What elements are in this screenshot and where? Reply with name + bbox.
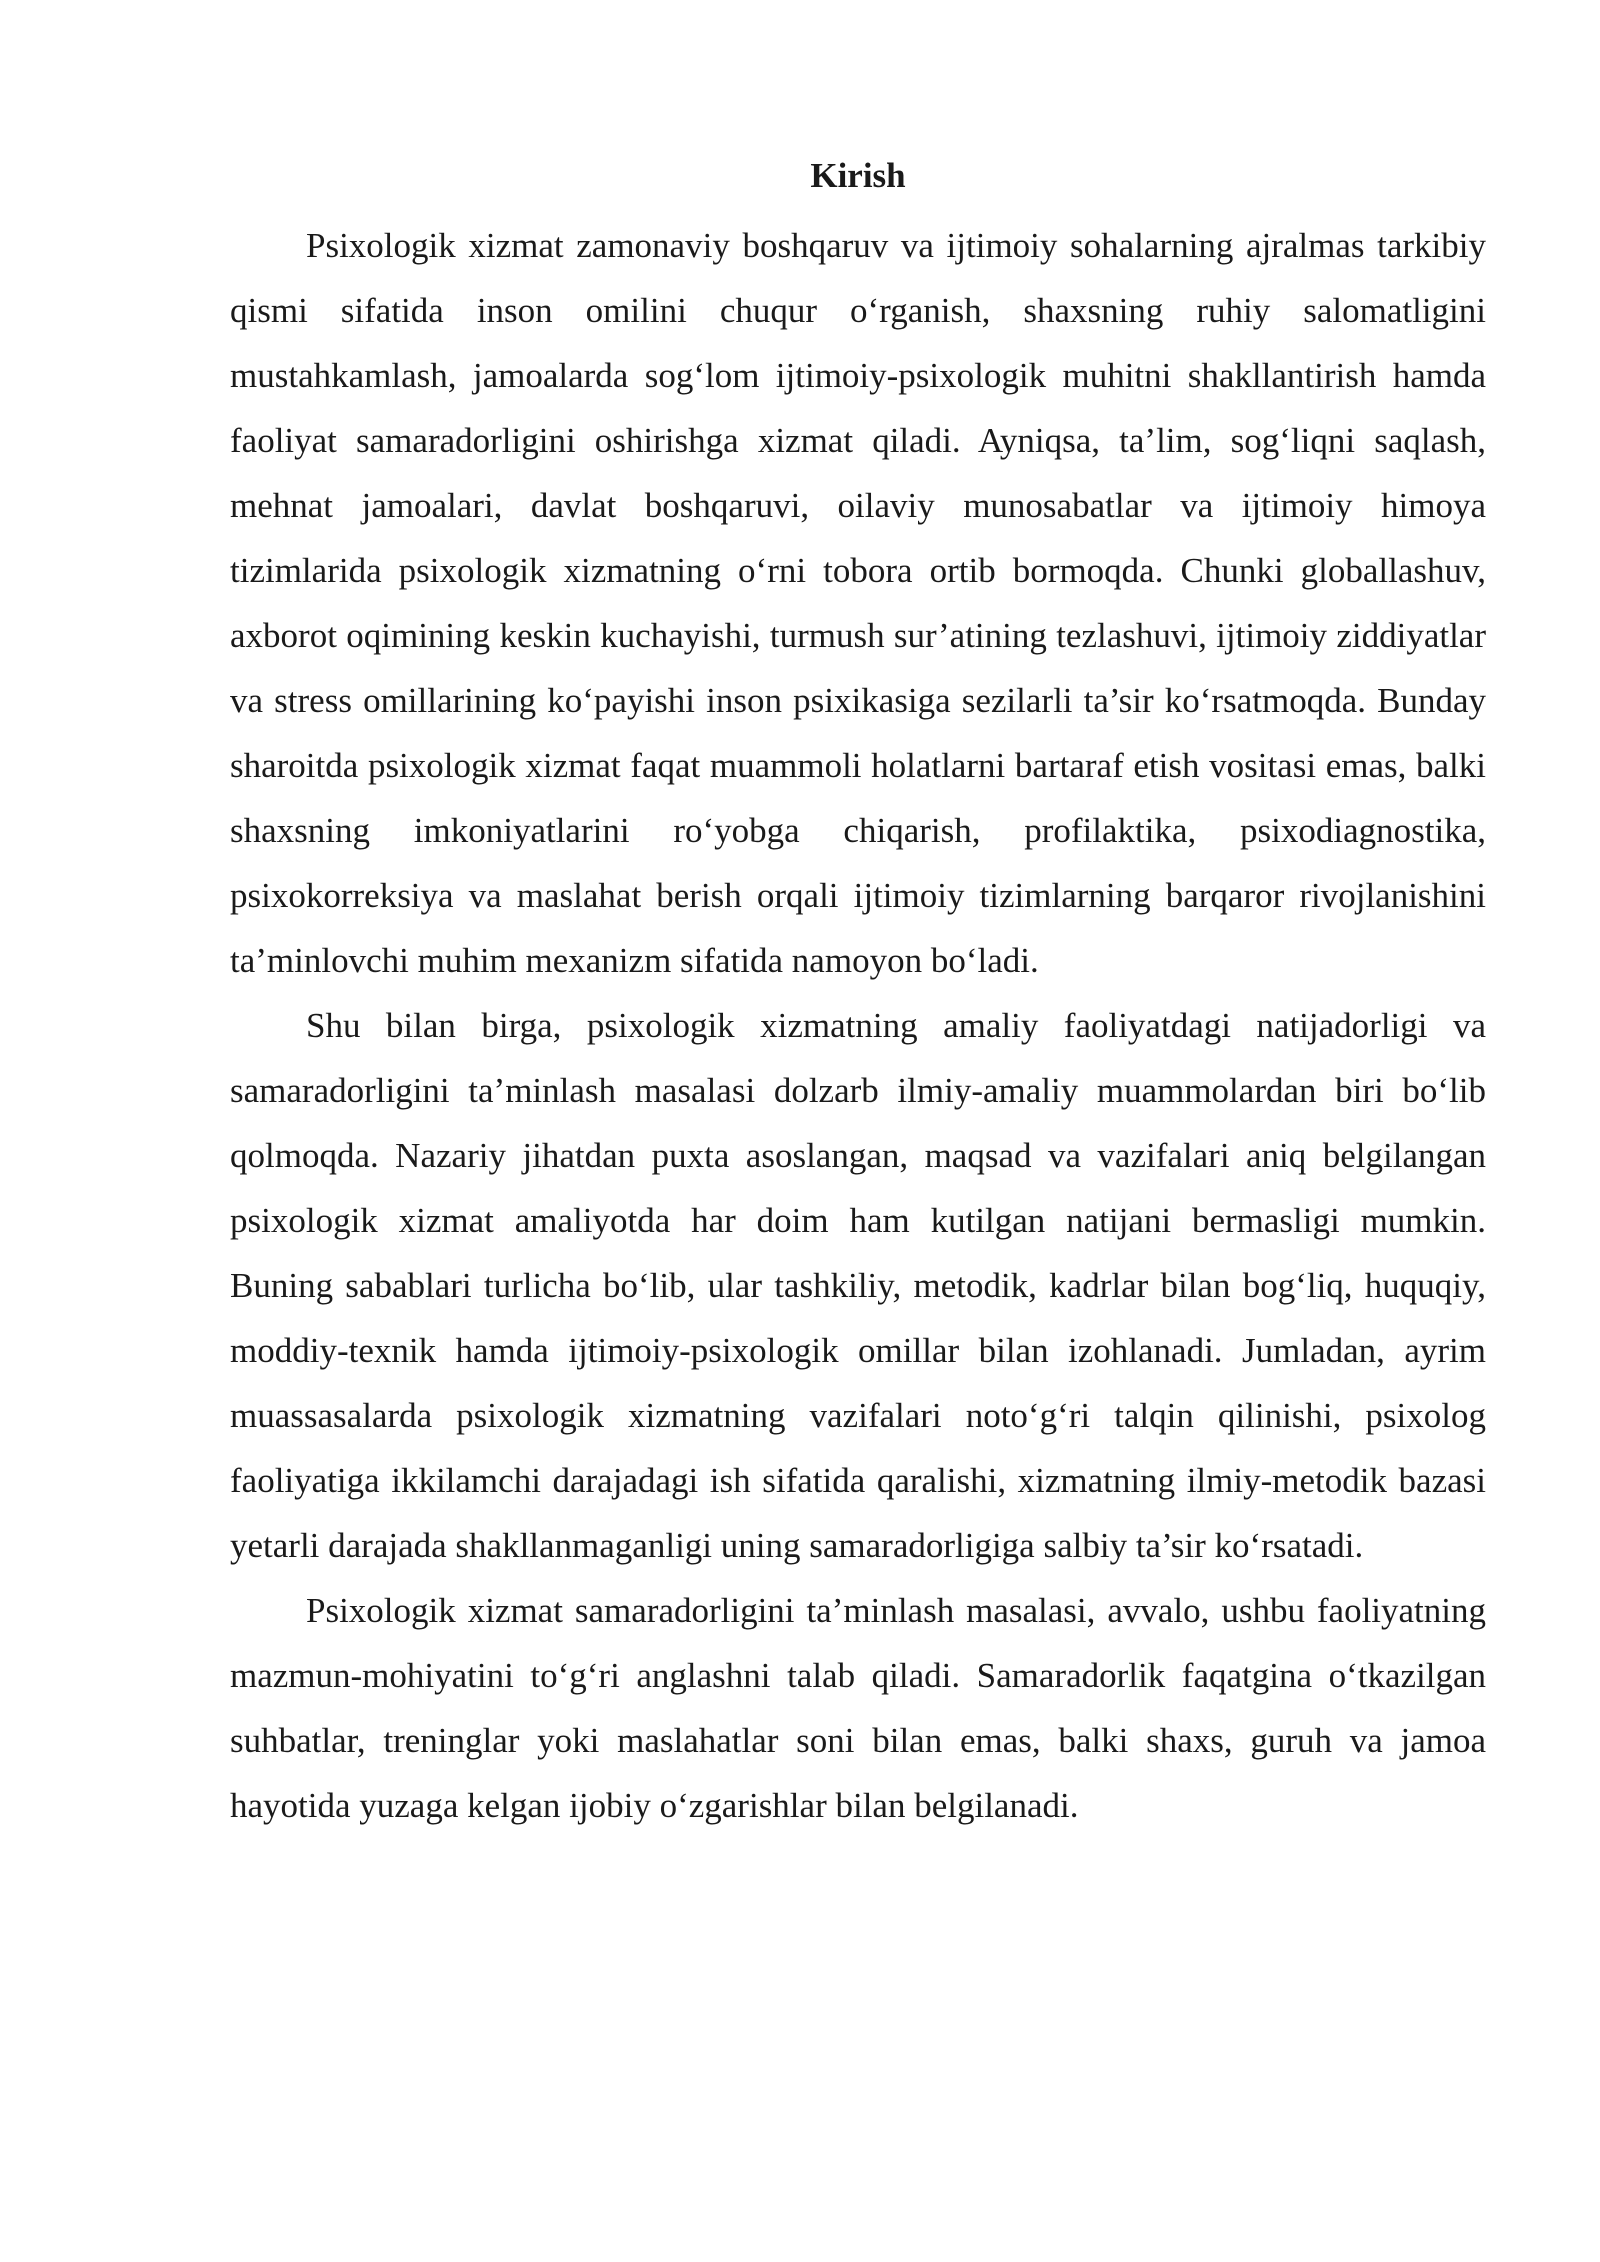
paragraph-2: Shu bilan birga, psixologik xizmatning amaliy faoliyatdagi natijadorligi va samaradorligini ta’minlash masalasi dolzarb ilmiy-amaliy muammolardan biri bo‘lib qolmoqda. Nazariy jihatdan puxta asoslangan, maqsad va vazifalari aniq belgilangan psixologik xizmat amaliyotda har doim ham kutilgan natijani bermasligi mumkin. Buning sabablari turlicha bo‘lib, ular tashkiliy, metodik, kadrlar bilan bog‘liq, huquqiy, moddiy-texnik hamda ijtimoiy-psixologik omillar bilan izohlanadi. Jumladan, ayrim muassasalarda psixologik xizmatning vazifalari noto‘g‘ri talqin qilinishi, psixolog faoliyatiga ikkilamchi darajadagi ish sifatida qaralishi, xizmatning ilmiy-metodik bazasi yetarli darajada shakllanmaganligi uning samaradorligiga salbiy ta’sir ko‘rsatadi.	[230, 1006, 1486, 1565]
paragraph-3: Psixologik xizmat samaradorligini ta’minlash masalasi, avvalo, ushbu faoliyatning mazmun-mohiyatini to‘g‘ri anglashni talab qiladi. Samaradorlik faqatgina o‘tkazilgan suhbatlar, treninglar yoki maslahatlar soni bilan emas, balki shaxs, guruh va jamoa hayotida yuzaga kelgan ijobiy o‘zgarishlar bilan belgilanadi.	[230, 1591, 1486, 1825]
document-body	[230, 148, 1486, 1838]
section-title: Kirish	[810, 156, 906, 195]
paragraph-1: Psixologik xizmat zamonaviy boshqaruv va ijtimoiy sohalarning ajralmas tarkibiy qismi sifatida inson omilini chuqur o‘rganish, shaxsning ruhiy salomatligini mustahkamlash, jamoalarda sog‘lom ijtimoiy-psixologik muhitni shakllantirish hamda faoliyat samaradorligini oshirishga xizmat qiladi. Ayniqsa, ta’lim, sog‘liqni saqlash, mehnat jamoalari, davlat boshqaruvi, oilaviy munosabatlar va ijtimoiy himoya tizimlarida psixologik xizmatning o‘rni tobora ortib bormoqda. Chunki globallashuv, axborot oqimining keskin kuchayishi, turmush sur’atining tezlashuvi, ijtimoiy ziddiyatlar va stress omillarining ko‘payishi inson psixikasiga sezilarli ta’sir ko‘rsatmoqda. Bunday sharoitda psixologik xizmat faqat muammoli holatlarni bartaraf etish vositasi emas, balki shaxsning imkoniyatlarini ro‘yobga chiqarish, profilaktika, psixodiagnostika, psixokorreksiya va maslahat berish orqali ijtimoiy tizimlarning barqaror rivojlanishini ta’minlovchi muhim mexanizm sifatida namoyon bo‘ladi.	[230, 226, 1486, 980]
